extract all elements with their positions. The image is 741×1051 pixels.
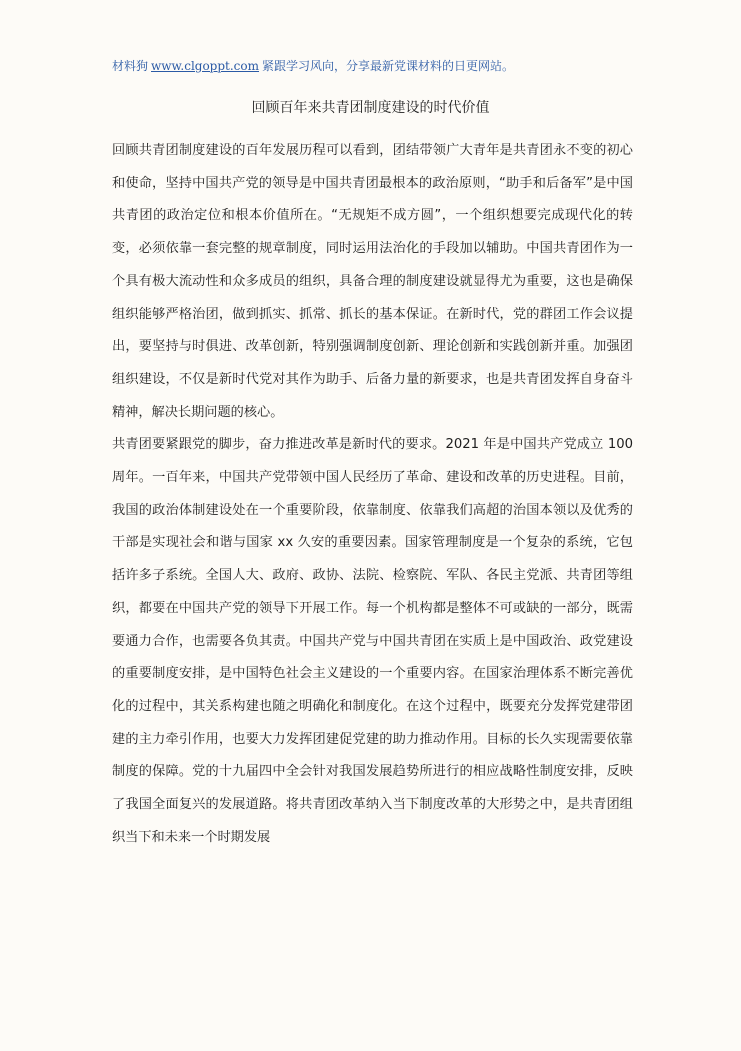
site-header [112, 57, 514, 75]
document-body [112, 135, 633, 854]
document-title: 回顾百年来共青团制度建设的时代价值 [251, 100, 490, 116]
paragraph-1: 回顾共青团制度建设的百年发展历程可以看到，团结带领广大青年是共青团永不变的初心和使命，坚持中国共产党的领导是中国共青团最根本的政治原则，“助手和后备军”是中国共青团的政治定位和根本价值所在。“无规矩不成方圆”，一个组织想要完成现代化的转变，必须依靠一套完整的规章制度，同时运用法治化的手段加以辅助。中国共青团作为一个具有极大流动性和众多成员的组织，具备合理的制度建设就显得尤为重要，这也是确保组织能够严格治团，做到抓实、抓常、抓长的基本保证。在新时代，党的群团工作会议提出，要坚持与时俱进、改革创新，特别强调制度创新、理论创新和实践创新并重。加强团组织建设，不仅是新时代党对其作为助手、后备力量的新要求，也是共青团发挥自身奋斗精神，解决长期问题的核心。 [112, 143, 633, 420]
site-tagline: 紧跟学习风向，分享最新党课材料的日更网站。 [262, 59, 515, 73]
site-url-link[interactable]: www.clgoppt.com [151, 59, 260, 73]
paragraph-2: 共青团要紧跟党的脚步，奋力推进改革是新时代的要求。2021 年是中国共产党成立 100 周年。一百年来，中国共产党带领中国人民经历了革命、建设和改革的历史进程。目前，我国的政治体制建设处在一个重要阶段，依靠制度、依靠我们高超的治国本领以及优秀的干部是实现社会和谐与国家 xx 久安的重要因素。国家管理制度是一个复杂的系统，它包括许多子系统。全国人大、政府、政协、法院、检察院、军队、各民主党派、共青团等组织，都要在中国共产党的领导下开展工作。每一个机构都是整体不可或缺的一部分，既需要通力合作，也需要各负其责。中国共产党与中国共青团在实质上是中国政治、政党建设的重要制度安排，是中国特色社会主义建设的一个重要内容。在国家治理体系不断完善优化的过程中，其关系构建也随之明确化和制度化。在这个过程中，既要充分发挥党建带团建的主力牵引作用，也要大力发挥团建促党建的助力推动作用。目标的长久实现需要依靠制度的保障。党的十九届四中全会针对我国发展趋势所进行的相应战略性制度安排，反映了我国全面复兴的发展道路。将共青团改革纳入当下制度改革的大形势之中，是共青团组织当下和未来一个时期发展 [112, 437, 633, 845]
site-brand: 材料狗 [112, 59, 149, 73]
